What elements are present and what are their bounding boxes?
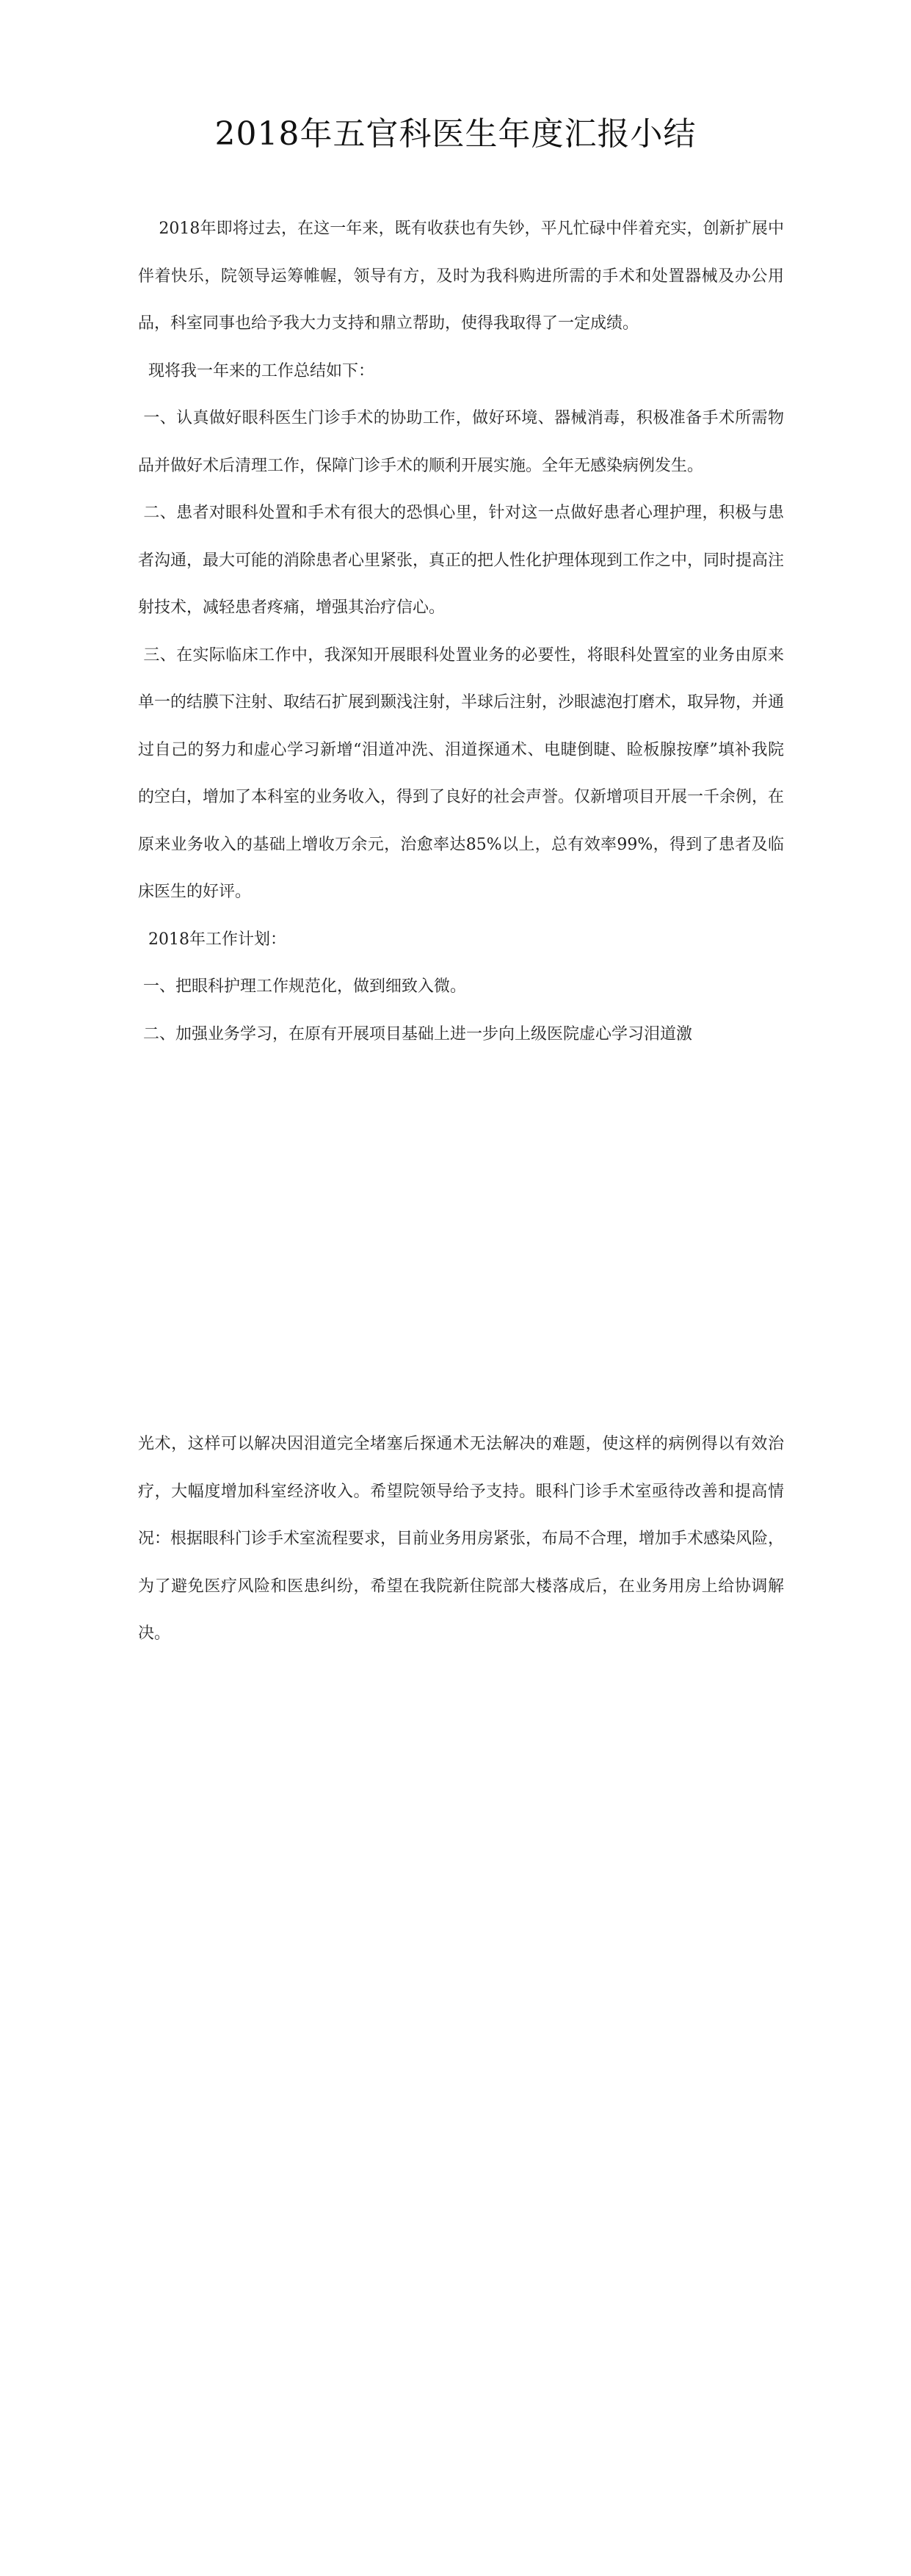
document-title: 2018年五官科医生年度汇报小结 bbox=[214, 115, 697, 153]
paragraph-intro: 2018年即将过去，在这一年来，既有收获也有失钞，平凡忙碌中伴着充实，创新扩展中伴着快乐，院领导运筹帷幄，领导有方，及时为我科购进所需的手术和处置器械及办公用品，科室同事也给予我大力支持和鼎立帮助，使得我取得了一定成绩。 bbox=[138, 220, 784, 333]
paragraph-item-3: 三、在实际临床工作中，我深知开展眼科处置业务的必要性，将眼科处置室的业务由原来单一的结膜下注射、取结石扩展到颞浅注射，半球后注射，沙眼滤泡打磨术，取异物，并通过自己的努力和虚心学习新增“泪道冲洗、泪道探通术、电睫倒睫、睑板腺按摩”填补我院的空白，增加了本科室的业务收入，得到了良好的社会声誉。仅新增项目开展一千余例，在原来业务收入的基础上增收万余元，治愈率达85%以上，总有效率99%，得到了患者及临床医生的好评。 bbox=[138, 645, 785, 901]
paragraph-plan-2-continued: 光术，这样可以解决因泪道完全堵塞后探通术无法解决的难题，使这样的病例得以有效治疗，大幅度增加科室经济收入。希望院领导给予支持。眼科门诊手术室亟待改善和提高情况：根据眼科门诊手术室流程要求，目前业务用房紧张，布局不合理，增加手术感染风险，为了避免医疗风险和医患纠纷，希望在我院新住院部大楼落成后，在业务用房上给协调解决。 bbox=[138, 1435, 785, 1643]
paragraph-plan-2: 二、加强业务学习，在原有开展项目基础上进一步向上级医院虚心学习泪道激 bbox=[138, 1024, 693, 1043]
paragraph-summary-lead: 现将我一年来的工作总结如下： bbox=[138, 361, 375, 380]
body-text-section-1 bbox=[138, 206, 784, 1058]
paragraph-plan-heading: 2018年工作计划： bbox=[138, 930, 286, 949]
paragraph-plan-1: 一、把眼科护理工作规范化，做到细致入微。 bbox=[138, 977, 467, 996]
body-text-section-2 bbox=[138, 1421, 784, 1658]
paragraph-item-1: 一、认真做好眼科医生门诊手术的协助工作，做好环境、器械消毒，积极准备手术所需物品并做好术后清理工作，保障门诊手术的顺利开展实施。全年无感染病例发生。 bbox=[138, 409, 784, 475]
paragraph-item-2: 二、患者对眼科处置和手术有很大的恐惧心里，针对这一点做好患者心理护理，积极与患者沟通，最大可能的消除患者心里紧张，真正的把人性化护理体现到工作之中，同时提高注射技术，减轻患者疼痛，增强其治疗信心。 bbox=[138, 504, 785, 617]
